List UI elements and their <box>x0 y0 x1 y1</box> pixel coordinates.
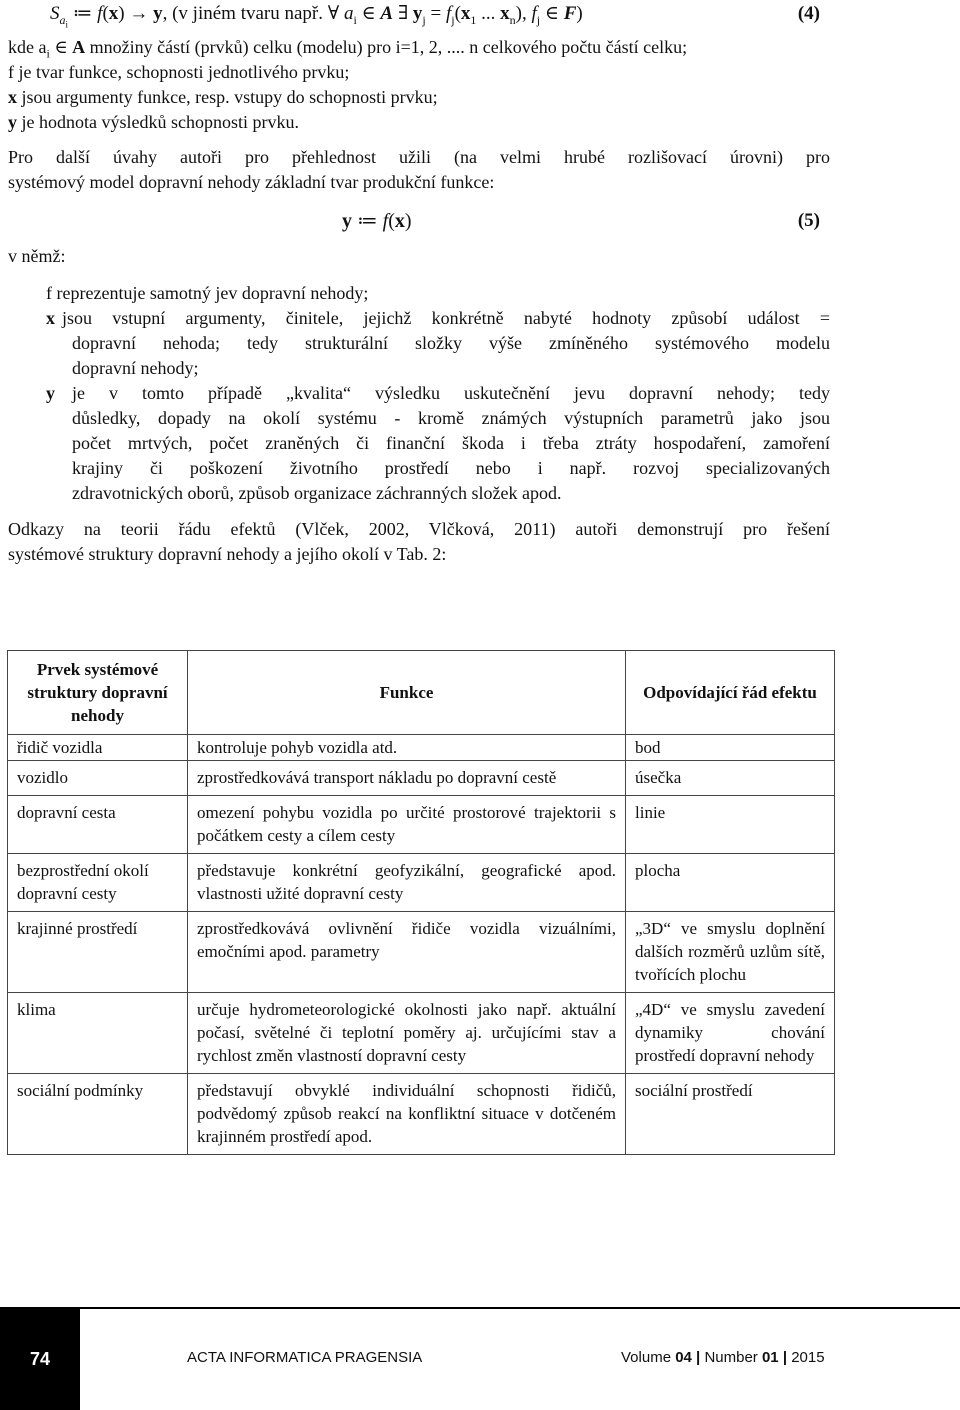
table-row <box>8 761 835 796</box>
eq4-f2: f <box>445 3 452 24</box>
where2-x-line1: jsou vstupní argumenty, činitele, jejichž konkrétně nabyté hodnoty způsobí událost = <box>62 308 830 328</box>
where1-line4: y je hodnota výsledků schopnosti prvku. <box>8 112 299 132</box>
eq4-lhs: S <box>50 3 60 24</box>
table-cell: „4D“ ve smyslu zavedení dynamiky chování prostředí dopravní nehody <box>626 993 835 1074</box>
table-header-function: Funkce <box>188 651 626 735</box>
table-cell: bod <box>626 735 835 761</box>
eq4-x1-sub: 1 <box>470 12 477 27</box>
table-row <box>8 912 835 993</box>
where2-intro: v němž: <box>8 246 66 266</box>
table-header-row <box>8 651 835 735</box>
table-cell: sociální prostředí <box>626 1074 835 1155</box>
table-header-effect-order: Odpovídající řád efektu <box>626 651 835 735</box>
eq4-y2: y <box>412 3 423 24</box>
table-cell: určuje hydrometeorologické okolnosti jako např. aktuální počasí, světelné či teplotní poměry aj. určujícími stav a rychlost změn vlastností dopravní cesty <box>188 993 626 1074</box>
eq4-F: F <box>563 3 577 24</box>
eq4-x: x <box>108 3 119 24</box>
table-cell: klima <box>8 993 188 1074</box>
table-cell: plocha <box>626 854 835 912</box>
table-header-element: Prvek systémové struktury dopravní nehody <box>8 651 188 735</box>
table-cell: kontroluje pohyb vozidla atd. <box>188 735 626 761</box>
eq4-lhs-sub: a <box>59 12 66 27</box>
eq4-a: a <box>343 3 354 24</box>
table-row <box>8 993 835 1074</box>
eq4-xn-sub: n <box>509 12 516 27</box>
eq4-y: y <box>153 3 163 24</box>
equation-4 <box>50 2 583 29</box>
table-cell: linie <box>626 796 835 854</box>
table-row <box>8 1074 835 1155</box>
volume-info: Volume 04 | Number 01 | 2015 <box>621 1349 825 1366</box>
table-row <box>8 735 835 761</box>
eq4-f3: f <box>531 3 537 24</box>
table-cell: dopravní cesta <box>8 796 188 854</box>
where2-y-line1: je v tomto případě „kvalita“ výsledku uskutečnění jevu dopravní nehody; tedy <box>72 383 830 403</box>
equation-5: y ≔ f(x) <box>342 210 412 232</box>
eq4-eq: = <box>425 3 446 24</box>
table-cell: krajinné prostředí <box>8 912 188 993</box>
where2-y-key: y <box>46 383 55 403</box>
eq4-assign: ≔ <box>68 3 98 24</box>
where2-x-key: x <box>46 308 55 328</box>
where2-x-line3: dopravní nehody; <box>72 358 199 378</box>
where2-f-line: f reprezentuje samotný jev dopravní nehody; <box>46 283 369 303</box>
eq4-elem2: ∈ <box>540 3 564 24</box>
eq4-y2-sub: j <box>422 12 426 27</box>
eq4-end: ) <box>576 3 583 24</box>
where2-y-line3: počet mrtvých, počet zraněných či finanční škoda i třeba ztráty hospodaření, zamoření <box>72 433 830 453</box>
table-cell: představují obvyklé individuální schopnosti řidičů, podvědomý způsob reakcí na konfliktní situace v dotčeném krajinném prostředí apod. <box>188 1074 626 1155</box>
eq4-xn: x <box>500 3 510 24</box>
paragraph-1-line2: systémový model dopravní nehody základní tvar produkční funkce: <box>8 172 495 192</box>
eq4-A: A <box>380 3 394 24</box>
where2-x-line2: dopravní nehoda; tedy strukturální složky výše zmíněného systémového modelu <box>72 333 830 353</box>
equation-5-number: (5) <box>797 210 820 231</box>
table-cell: řidič vozidla <box>8 735 188 761</box>
paragraph-2-line2: systémové struktury dopravní nehody a jejího okolí v Tab. 2: <box>8 544 447 564</box>
equation-4-number: (4) <box>797 3 820 24</box>
where1-line3: x jsou argumenty funkce, resp. vstupy do schopnosti prvku; <box>8 87 438 107</box>
eq4-exists: ∃ <box>393 3 413 24</box>
journal-name: ACTA INFORMATICA PRAGENSIA <box>187 1349 423 1366</box>
where2-y-line2: důsledky, dopady na okolí systému - kromě známých výstupních parametrů jako jsou <box>72 408 830 428</box>
table-cell: zprostředkovává ovlivnění řidiče vozidla vizuálními, emočními apod. parametry <box>188 912 626 993</box>
table-cell: „3D“ ve smyslu doplnění dalších rozměrů uzlům sítě, tvořících plochu <box>626 912 835 993</box>
paragraph-1-line1: Pro další úvahy autoři pro přehlednost užili (na velmi hrubé rozlišovací úrovni) pro <box>8 147 830 167</box>
eq4-pclose: ), <box>515 3 532 24</box>
eq4-popen: ( <box>454 3 461 24</box>
eq4-lhs-subsub: i <box>65 19 69 30</box>
eq4-elem: ∈ <box>356 3 381 24</box>
system-structure-table <box>7 650 835 1155</box>
eq4-text: , (v jiném tvaru např. ∀ <box>162 3 344 24</box>
eq4-f2-sub: j <box>451 12 455 27</box>
table-row <box>8 854 835 912</box>
where1-line2: f je tvar funkce, schopnosti jednotlivého prvku; <box>8 62 350 82</box>
eq4-close: ) <box>118 3 125 24</box>
table-cell: vozidlo <box>8 761 188 796</box>
eq4-open: ( <box>102 3 109 24</box>
page-footer <box>0 1307 960 1410</box>
where2-y-line4: krajiny či poškození životního prostředí nebo i např. rozvoj specializovaných <box>72 458 830 478</box>
where2-y-line5: zdravotnických oborů, způsob organizace záchranných složek apod. <box>72 483 562 503</box>
table-cell: úsečka <box>626 761 835 796</box>
eq4-f: f <box>97 3 103 24</box>
eq4-a-sub: i <box>353 12 357 27</box>
table-row <box>8 796 835 854</box>
eq4-f3-sub: j <box>536 12 541 27</box>
table-cell: omezení pohybu vozidla po určité prostorové trajektorii s počátkem cesty a cílem cesty <box>188 796 626 854</box>
where1-line1: kde $a_i$ ∈ A množiny částí (prvků) celku (modelu) pro i=1, 2, .... n celkového počtu částí celku; <box>8 37 688 61</box>
page-number: 74 <box>0 1309 80 1410</box>
eq4-arrow: → <box>124 3 154 24</box>
table-cell: sociální podmínky <box>8 1074 188 1155</box>
table-cell: představuje konkrétní geofyzikální, geografické apod. vlastnosti užité dopravní cesty <box>188 854 626 912</box>
eq4-dots: ... <box>476 3 501 24</box>
paragraph-2-line1: Odkazy na teorii řádu efektů (Vlček, 2002, Vlčková, 2011) autoři demonstrují pro řešení <box>8 519 830 539</box>
table-cell: bezprostřední okolí dopravní cesty <box>8 854 188 912</box>
eq4-x1: x <box>460 3 471 24</box>
table-cell: zprostředkovává transport nákladu po dopravní cestě <box>188 761 626 796</box>
